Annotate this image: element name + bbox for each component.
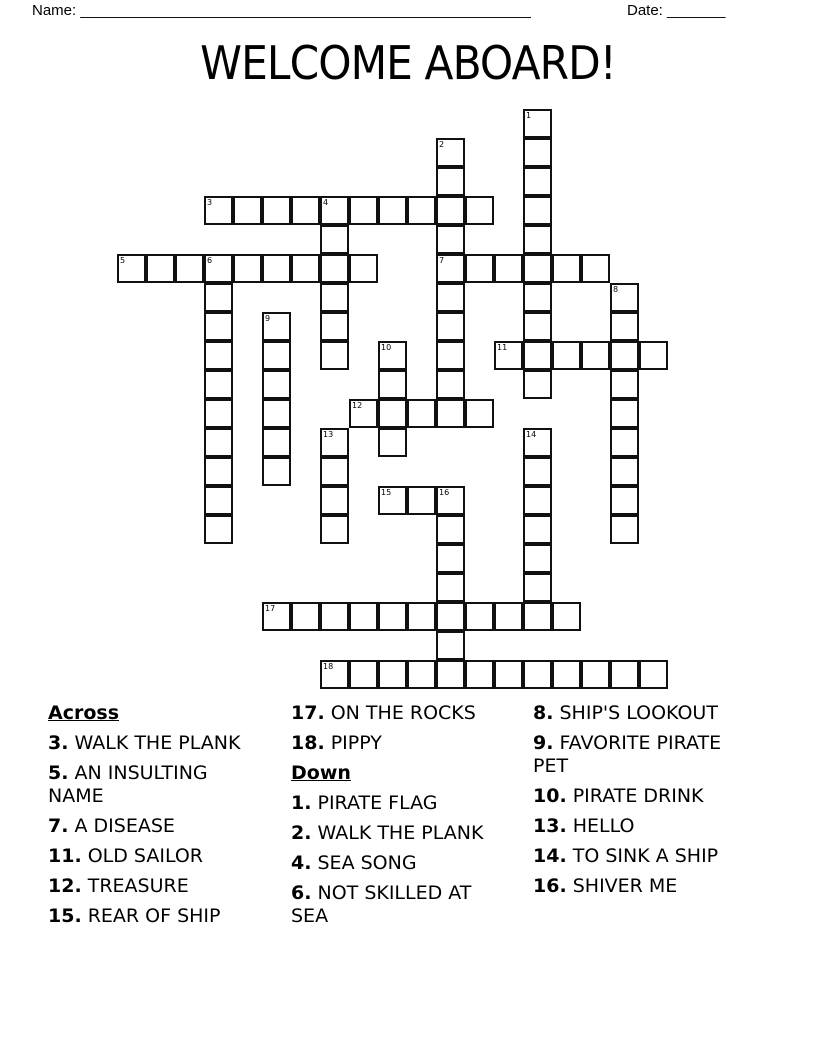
grid-cell[interactable] — [378, 428, 407, 457]
grid-cell[interactable] — [204, 457, 233, 486]
grid-cell[interactable] — [581, 341, 610, 370]
grid-cell[interactable] — [581, 254, 610, 283]
grid-cell[interactable] — [523, 602, 552, 631]
grid-cell[interactable] — [436, 196, 465, 225]
grid-cell[interactable] — [465, 660, 494, 689]
clue-number: 18 — [323, 662, 334, 671]
grid-cell[interactable] — [610, 457, 639, 486]
grid-cell[interactable] — [523, 370, 552, 399]
clue-number: 10 — [381, 343, 392, 352]
clue-across-3: 3. WALK THE PLANK — [48, 732, 241, 754]
clue-number: 14 — [526, 430, 537, 439]
grid-cell[interactable] — [204, 196, 233, 225]
clue-number: 7 — [439, 256, 445, 265]
grid-cell[interactable] — [233, 254, 262, 283]
grid-cell[interactable] — [610, 515, 639, 544]
grid-cell[interactable] — [436, 515, 465, 544]
clue-down-1: 1. PIRATE FLAG — [291, 792, 438, 814]
grid-cell[interactable] — [117, 254, 146, 283]
grid-cell[interactable] — [523, 167, 552, 196]
grid-cell[interactable] — [320, 254, 349, 283]
grid-cell[interactable] — [204, 341, 233, 370]
grid-cell[interactable] — [349, 254, 378, 283]
grid-cell[interactable] — [407, 399, 436, 428]
grid-cell[interactable] — [320, 457, 349, 486]
grid-cell[interactable] — [291, 196, 320, 225]
grid-cell[interactable] — [436, 138, 465, 167]
grid-cell[interactable] — [523, 225, 552, 254]
grid-cell[interactable] — [291, 254, 320, 283]
clues-column-1 — [48, 702, 248, 935]
name-label: Name: — [32, 2, 77, 19]
grid-cell[interactable] — [436, 283, 465, 312]
grid-cell[interactable] — [349, 399, 378, 428]
grid-cell[interactable] — [523, 341, 552, 370]
grid-cell[interactable] — [378, 370, 407, 399]
grid-cell[interactable] — [523, 457, 552, 486]
grid-cell[interactable] — [204, 312, 233, 341]
grid-cell[interactable] — [378, 196, 407, 225]
grid-cell[interactable] — [320, 602, 349, 631]
clue-down-13: 13. HELLO — [533, 815, 635, 837]
grid-cell[interactable] — [465, 399, 494, 428]
clue-number: 12 — [352, 401, 363, 410]
grid-cell[interactable] — [320, 486, 349, 515]
clue-across-12: 12. TREASURE — [48, 875, 189, 897]
clue-down-14: 14. TO SINK A SHIP — [533, 845, 719, 867]
clue-across-5: 5. AN INSULTING NAME — [48, 762, 208, 807]
grid-cell[interactable] — [262, 399, 291, 428]
grid-cell[interactable] — [523, 254, 552, 283]
grid-cell[interactable] — [204, 370, 233, 399]
clue-down-10: 10. PIRATE DRINK — [533, 785, 704, 807]
grid-cell[interactable] — [465, 602, 494, 631]
grid-cell[interactable] — [494, 341, 523, 370]
grid-cell[interactable] — [262, 370, 291, 399]
grid-cell[interactable] — [523, 544, 552, 573]
grid-cell[interactable] — [436, 167, 465, 196]
grid-cell[interactable] — [378, 399, 407, 428]
grid-cell[interactable] — [523, 109, 552, 138]
clue-down-6: 6. NOT SKILLED AT SEA — [291, 882, 472, 927]
grid-cell[interactable] — [436, 631, 465, 660]
date-label: Date: — [627, 2, 663, 19]
grid-cell[interactable] — [262, 341, 291, 370]
clue-number: 4 — [323, 198, 329, 207]
grid-cell[interactable] — [610, 486, 639, 515]
grid-cell[interactable] — [523, 283, 552, 312]
clue-number: 5 — [120, 256, 126, 265]
grid-cell[interactable] — [465, 254, 494, 283]
grid-cell[interactable] — [320, 312, 349, 341]
grid-cell[interactable] — [378, 660, 407, 689]
clue-across-18: 18. PIPPY — [291, 732, 382, 754]
grid-cell[interactable] — [262, 196, 291, 225]
clue-number: 2 — [439, 140, 445, 149]
name-line: ______________________________________________________ — [80, 2, 531, 19]
grid-cell[interactable] — [552, 602, 581, 631]
clue-number: 11 — [497, 343, 508, 352]
grid-cell[interactable] — [320, 515, 349, 544]
grid-cell[interactable] — [320, 225, 349, 254]
grid-cell[interactable] — [436, 602, 465, 631]
grid-cell[interactable] — [523, 486, 552, 515]
date-line: _______ — [667, 2, 726, 19]
clues-column-2 — [291, 702, 496, 935]
grid-cell[interactable] — [494, 660, 523, 689]
grid-cell[interactable] — [581, 660, 610, 689]
clue-number: 17 — [265, 604, 276, 613]
clue-number: 16 — [439, 488, 450, 497]
grid-cell[interactable] — [494, 254, 523, 283]
grid-cell[interactable] — [320, 660, 349, 689]
grid-cell[interactable] — [378, 602, 407, 631]
grid-cell[interactable] — [407, 486, 436, 515]
clue-across-7: 7. A DISEASE — [48, 815, 175, 837]
grid-cell[interactable] — [610, 428, 639, 457]
grid-cell[interactable] — [436, 312, 465, 341]
clue-number: 13 — [323, 430, 334, 439]
grid-cell[interactable] — [436, 254, 465, 283]
grid-cell[interactable] — [610, 370, 639, 399]
grid-cell[interactable] — [436, 573, 465, 602]
down-heading: Down — [291, 762, 351, 784]
page-title: WELCOME ABOARD! — [200, 36, 616, 90]
clue-down-9: 9. FAVORITE PIRATE PET — [533, 732, 722, 777]
grid-cell[interactable] — [610, 660, 639, 689]
clue-number: 3 — [207, 198, 213, 207]
grid-cell[interactable] — [610, 312, 639, 341]
grid-cell[interactable] — [320, 196, 349, 225]
grid-cell[interactable] — [436, 544, 465, 573]
clue-down-2: 2. WALK THE PLANK — [291, 822, 484, 844]
grid-cell[interactable] — [523, 573, 552, 602]
clue-down-4: 4. SEA SONG — [291, 852, 417, 874]
grid-cell[interactable] — [552, 660, 581, 689]
grid-cell[interactable] — [204, 254, 233, 283]
clue-number: 8 — [613, 285, 619, 294]
grid-cell[interactable] — [465, 196, 494, 225]
grid-cell[interactable] — [523, 515, 552, 544]
grid-cell[interactable] — [523, 428, 552, 457]
clue-number: 1 — [526, 111, 532, 120]
grid-cell[interactable] — [436, 486, 465, 515]
grid-cell[interactable] — [262, 602, 291, 631]
grid-cell[interactable] — [349, 196, 378, 225]
grid-cell[interactable] — [204, 428, 233, 457]
grid-cell[interactable] — [436, 225, 465, 254]
grid-cell[interactable] — [262, 312, 291, 341]
grid-cell[interactable] — [204, 399, 233, 428]
grid-cell[interactable] — [523, 312, 552, 341]
grid-cell[interactable] — [378, 341, 407, 370]
clue-across-15: 15. REAR OF SHIP — [48, 905, 221, 927]
clue-across-11: 11. OLD SAILOR — [48, 845, 204, 867]
grid-cell[interactable] — [436, 370, 465, 399]
grid-cell[interactable] — [407, 602, 436, 631]
clue-number: 15 — [381, 488, 392, 497]
clue-down-16: 16. SHIVER ME — [533, 875, 678, 897]
clue-number: 9 — [265, 314, 271, 323]
grid-cell[interactable] — [204, 283, 233, 312]
grid-cell[interactable] — [552, 341, 581, 370]
grid-cell[interactable] — [523, 138, 552, 167]
grid-cell[interactable] — [262, 457, 291, 486]
grid-cell[interactable] — [262, 428, 291, 457]
grid-cell[interactable] — [494, 602, 523, 631]
grid-cell[interactable] — [552, 254, 581, 283]
grid-cell[interactable] — [378, 486, 407, 515]
grid-cell[interactable] — [349, 660, 378, 689]
grid-cell[interactable] — [610, 399, 639, 428]
grid-cell[interactable] — [407, 660, 436, 689]
clues-column-3 — [533, 702, 748, 905]
grid-cell[interactable] — [436, 341, 465, 370]
grid-cell[interactable] — [233, 196, 262, 225]
across-heading: Across — [48, 702, 120, 724]
grid-cell[interactable] — [146, 254, 175, 283]
clue-number: 6 — [207, 256, 213, 265]
grid-cell[interactable] — [320, 428, 349, 457]
grid-cell[interactable] — [407, 196, 436, 225]
grid-cell[interactable] — [523, 660, 552, 689]
grid-cell[interactable] — [610, 341, 639, 370]
grid-cell[interactable] — [291, 602, 320, 631]
clue-down-8: 8. SHIP'S LOOKOUT — [533, 702, 718, 724]
grid-cell[interactable] — [436, 660, 465, 689]
clue-across-17: 17. ON THE ROCKS — [291, 702, 476, 724]
grid-cell[interactable] — [320, 283, 349, 312]
grid-cell[interactable] — [436, 399, 465, 428]
grid-cell[interactable] — [320, 341, 349, 370]
grid-cell[interactable] — [204, 515, 233, 544]
grid-cell[interactable] — [204, 486, 233, 515]
grid-cell[interactable] — [639, 660, 668, 689]
grid-cell[interactable] — [639, 341, 668, 370]
grid-cell[interactable] — [349, 602, 378, 631]
grid-cell[interactable] — [610, 283, 639, 312]
grid-cell[interactable] — [262, 254, 291, 283]
grid-cell[interactable] — [523, 196, 552, 225]
grid-cell[interactable] — [175, 254, 204, 283]
